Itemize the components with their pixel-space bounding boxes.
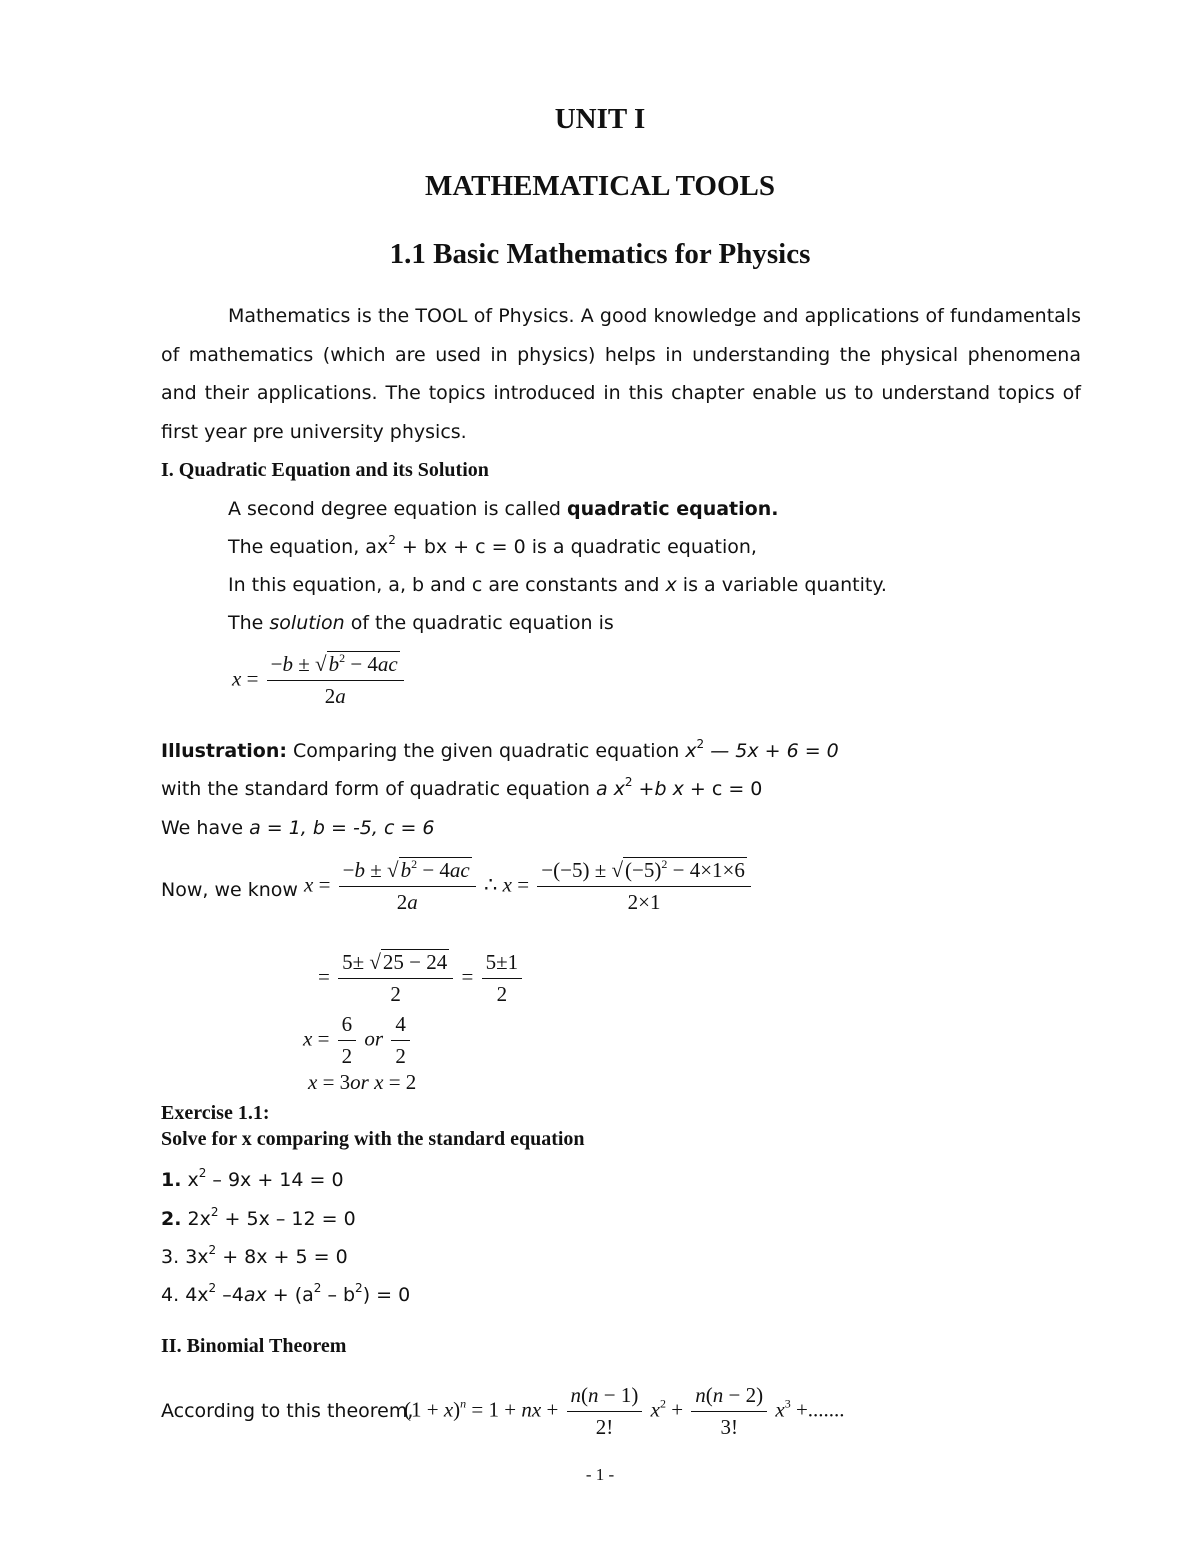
quadratic-definition: A second degree equation is called quadratic equation. bbox=[228, 498, 779, 520]
exercise-item: 4. $4x^2$ $-4ax + (a^2 - b^2) = 0$ bbox=[161, 1281, 411, 1306]
exercise-item: 2. $2x^2 + 5x - 12 = 0$ bbox=[161, 1205, 356, 1230]
illustration-line-3: We have a = 1, b = -5, c = 6 bbox=[161, 817, 435, 839]
solution-line: The solution of the quadratic equation is bbox=[228, 612, 614, 634]
illustration-label: Illustration: bbox=[161, 740, 287, 762]
illustration-line-4: Now, we know bbox=[161, 879, 298, 901]
illustration-line-1: Illustration: Comparing the given quadratic equation $x^2$ — 5x + 6 = 0 bbox=[161, 737, 839, 762]
exercise-title: Exercise 1.1: bbox=[161, 1102, 270, 1124]
binomial-heading: II. Binomial Theorem bbox=[161, 1335, 347, 1357]
illustration-line-2: with the standard form of quadratic equation a $x^2 +b$ x + c = 0 bbox=[161, 775, 763, 800]
worked-formula-general: x = $\frac{-b \pm √b^2 - 4ac}{2a}$ bbox=[304, 858, 479, 915]
worked-formula-substituted: ∴ x = $\frac{-(-5) \pm √(-5)^2 - 4\times 1\times 6}{2\times 1}$ bbox=[484, 858, 754, 915]
quadratic-equation-line: The equation, $ax^2$ + bx + c = 0 is a quadratic equation, bbox=[228, 533, 757, 558]
binomial-text: According to this theorem, bbox=[161, 1400, 414, 1422]
quadratic-formula: x = $\frac{-b \pm √b^2 - 4ac}{2a}$ bbox=[232, 652, 407, 709]
section-title: 1.1 Basic Mathematics for Physics bbox=[389, 238, 811, 270]
unit-heading: UNIT I bbox=[554, 103, 646, 135]
worked-step-fractions: x = $\frac{6}{2}$ or $\frac{4}{2}$ bbox=[303, 1012, 413, 1069]
intro-text: Mathematics is the TOOL of Physics. A good knowledge and applications of fundamentals of mathematics (which are used in physics) helps in understanding the physical phenomena and their applications. The topics introduced in this chapter enable us to understand topics of first year pre university physics. bbox=[161, 305, 1081, 443]
quadratic-heading: I. Quadratic Equation and its Solution bbox=[161, 459, 489, 481]
worked-step-result: x = 3or x = 2 bbox=[308, 1070, 417, 1094]
page-number: - 1 - bbox=[585, 1465, 615, 1484]
worked-step-simplify: = $\frac{5\pm √25 - 24}{2}$ = $\frac{5\pm 1}{2}$ bbox=[318, 950, 525, 1007]
binomial-formula: $(1 + x)^n = 1$ + nx + $\frac{n(n - 1)}{2!}$ $x^2$ + $\frac{n(n - 2)}{3!}$ $x^3$ +....... bbox=[404, 1383, 845, 1439]
constants-line: In this equation, a, b and c are constants and x is a variable quantity. bbox=[228, 574, 887, 596]
intro-paragraph bbox=[161, 297, 1081, 451]
chapter-title: MATHEMATICAL TOOLS bbox=[425, 170, 775, 202]
exercise-item: 3. $3x^2 + 8x + 5 = 0$ bbox=[161, 1243, 348, 1268]
quadratic-term: quadratic equation. bbox=[567, 498, 779, 520]
exercise-subtitle: Solve for x comparing with the standard equation bbox=[161, 1128, 585, 1150]
exercise-item: 1. $x^2 - 9x + 14 = 0$ bbox=[161, 1166, 344, 1191]
